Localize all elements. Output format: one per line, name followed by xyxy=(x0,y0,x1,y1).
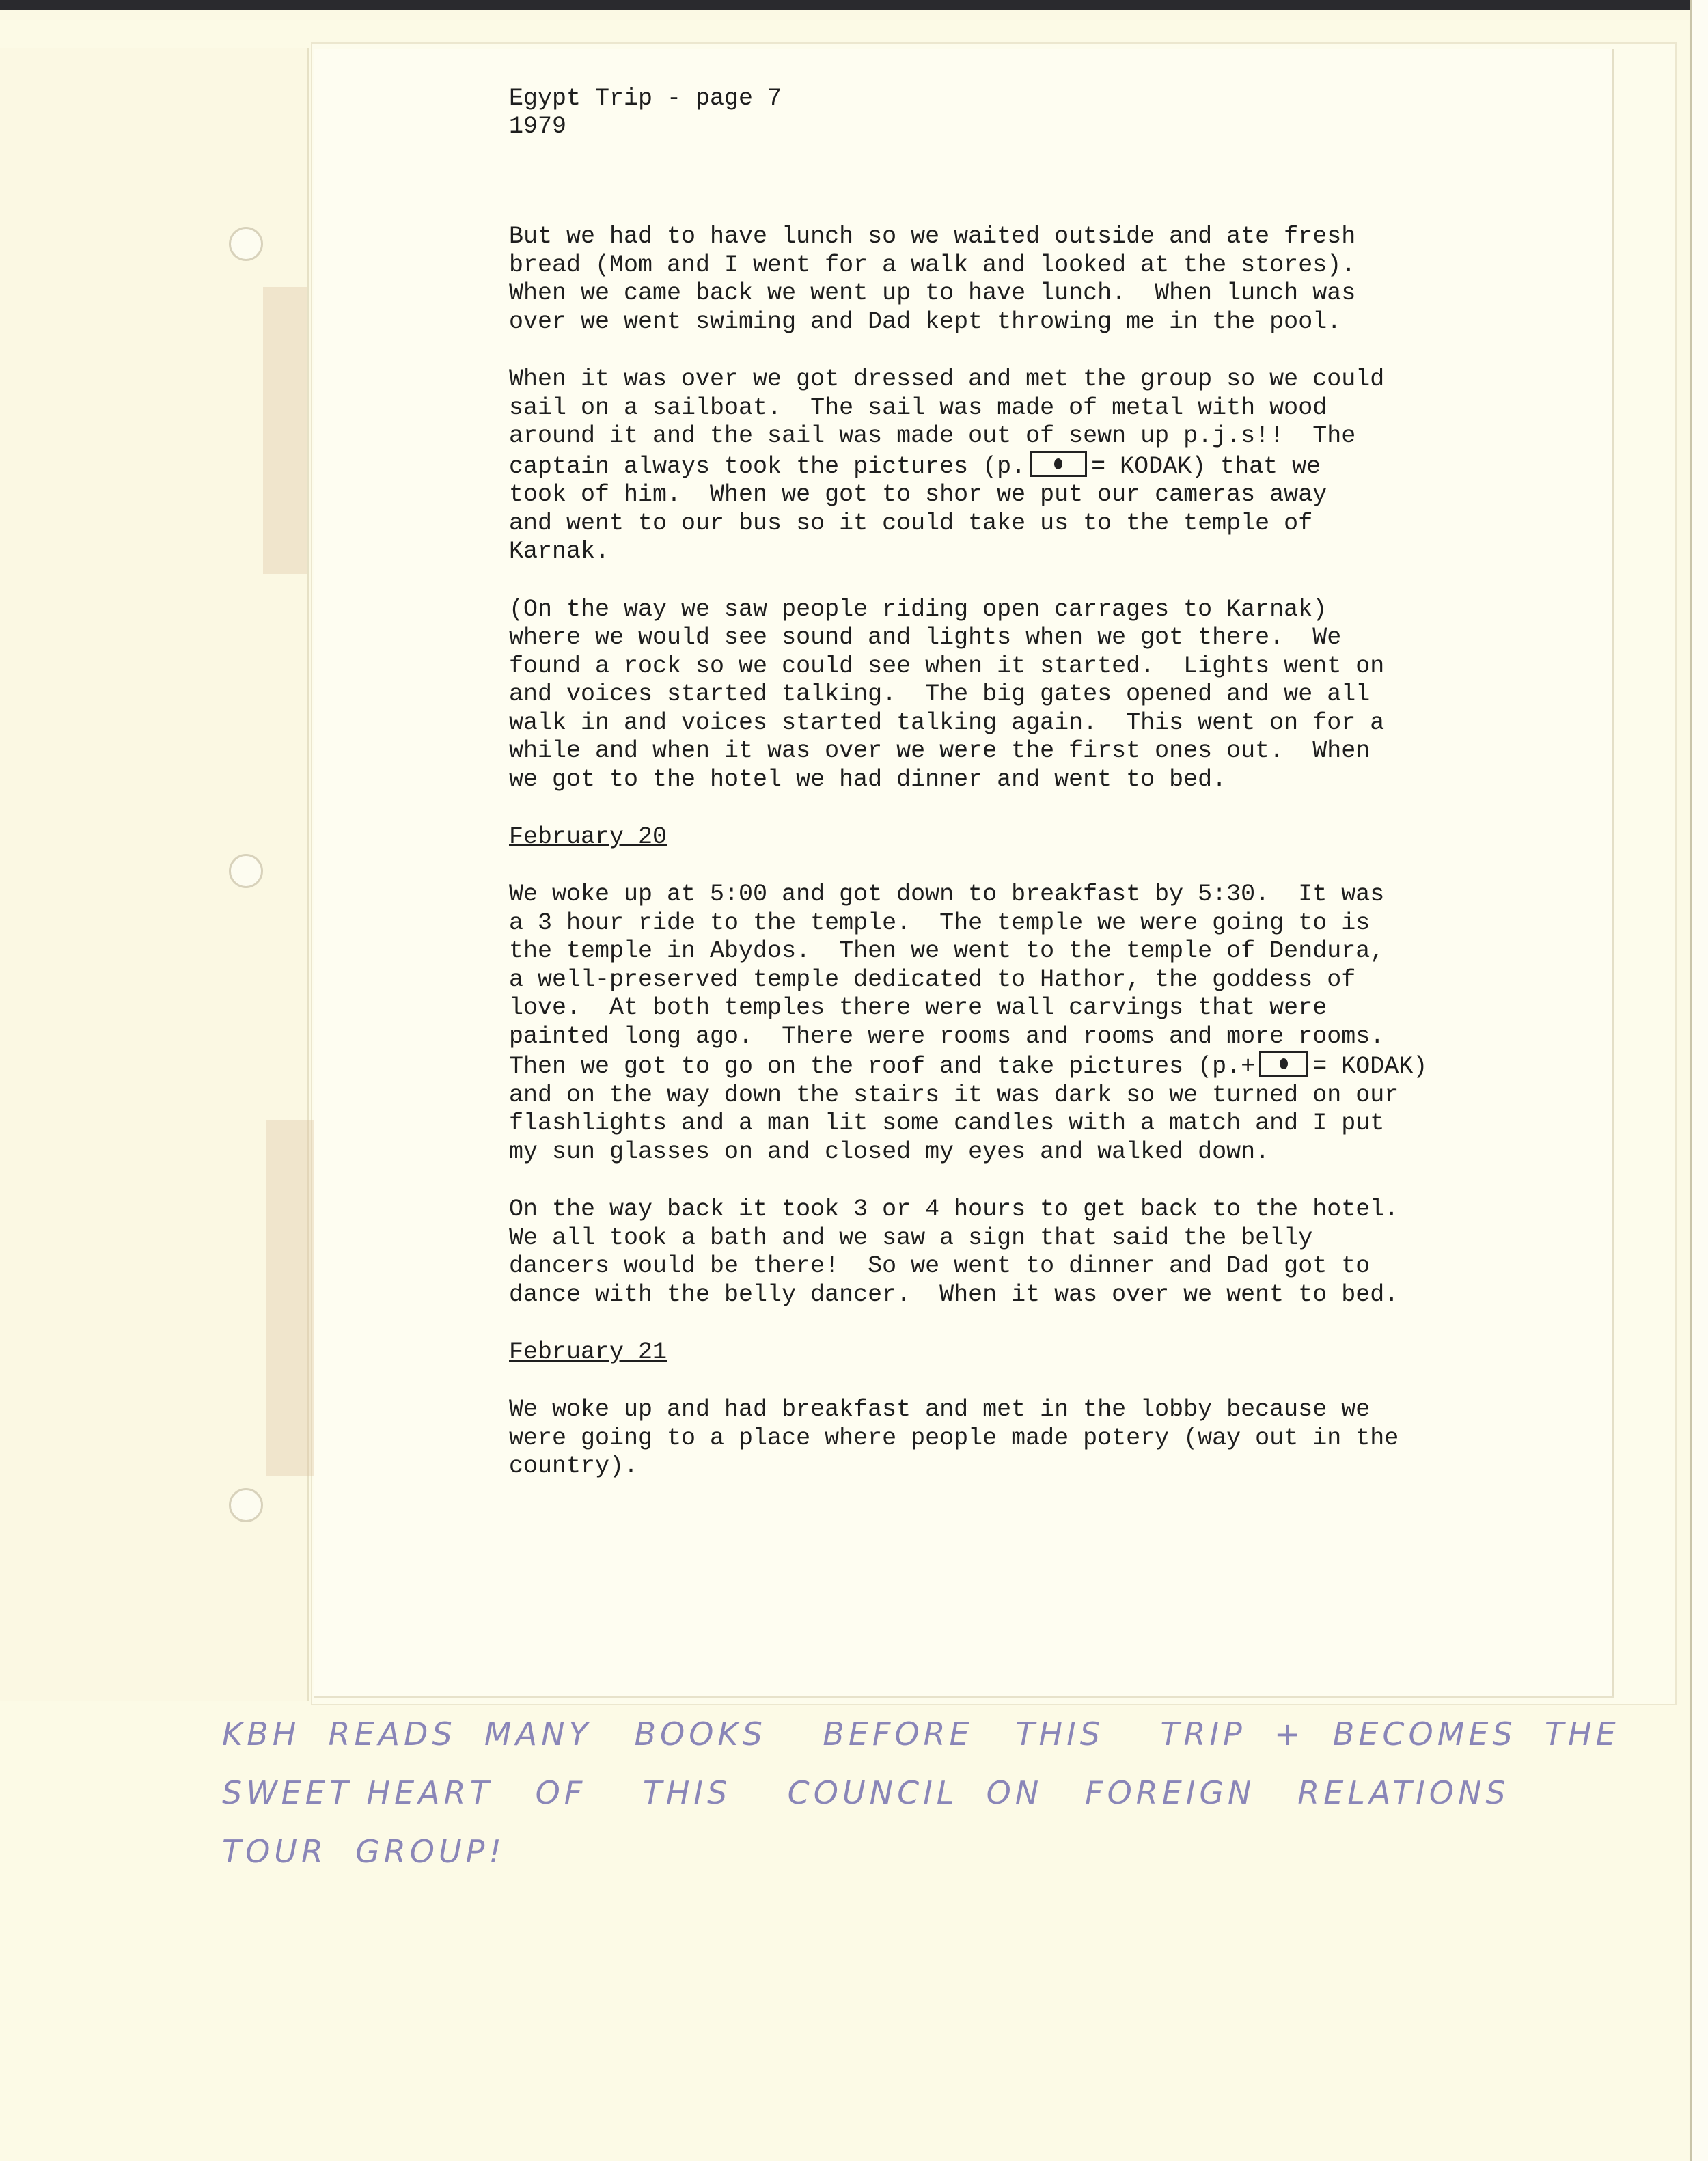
header-title: Egypt Trip - page 7 xyxy=(509,85,782,112)
text-line: a well-preserved temple dedicated to Hathor, the goddess of xyxy=(509,965,1356,993)
handwritten-annotation xyxy=(222,1705,1620,1881)
paragraph-karnak xyxy=(509,596,1479,795)
text-line: walk in and voices started talking again. This went on for a xyxy=(509,708,1385,737)
text-line: We woke up at 5:00 and got down to breakfast by 5:30. It was xyxy=(509,881,1385,908)
text-line: my sun glasses on and closed my eyes and walked down. xyxy=(509,1138,1270,1166)
camera-icon xyxy=(1030,451,1087,477)
date-heading-feb21: February 21 xyxy=(509,1338,667,1366)
text-line: took of him. When we got to shor we put our cameras away xyxy=(509,481,1327,508)
paragraph-sailboat xyxy=(509,366,1479,566)
paragraph-lunch xyxy=(509,223,1479,336)
album-binding-edge xyxy=(1690,0,1708,2161)
paragraph-belly-dancers xyxy=(509,1196,1479,1309)
text-line: the temple in Abydos. Then we went to the temple of Dendura, xyxy=(509,937,1385,965)
text-line: were going to a place where people made potery (way out in the xyxy=(509,1424,1399,1452)
text-line: dancers would be there! So we went to dinner and Dad got to xyxy=(509,1252,1370,1280)
text-line: When it was over we got dressed and met the group so we could xyxy=(509,366,1385,393)
text-line: flashlights and a man lit some candles with a match and I put xyxy=(509,1110,1385,1137)
tape-strip xyxy=(263,287,307,574)
text-line: around it and the sail was made out of sewn up p.j.s!! The xyxy=(509,422,1356,450)
text-line: a 3 hour ride to the temple. The temple we were going to is xyxy=(509,909,1370,937)
text-line-with-camera xyxy=(509,1051,1479,1082)
document-body xyxy=(509,85,1479,1511)
top-dark-edge xyxy=(0,0,1708,10)
text-line: Karnak. xyxy=(509,538,610,565)
text-line: and went to our bus so it could take us to the temple of xyxy=(509,509,1313,537)
text-fragment: Then we got to go on the roof and take pictures (p.+ xyxy=(509,1053,1256,1080)
text-line: We woke up and had breakfast and met in the lobby because we xyxy=(509,1396,1370,1423)
header-year: 1979 xyxy=(509,113,567,140)
text-line: over we went swiming and Dad kept throwing me in the pool. xyxy=(509,307,1342,335)
note-line: SWEET HEART OF THIS COUNCIL ON FOREIGN RELATIONS xyxy=(222,1774,1510,1811)
text-fragment: captain always took the pictures (p. xyxy=(509,452,1026,480)
text-line: When we came back we went up to have lunch. When lunch was xyxy=(509,279,1356,307)
text-line: while and when it was over we were the first ones out. When xyxy=(509,737,1370,765)
punch-hole xyxy=(229,854,263,888)
page-header xyxy=(509,85,1479,141)
text-line: painted long ago. There were rooms and rooms and more rooms. xyxy=(509,1022,1385,1050)
text-fragment: = KODAK) xyxy=(1312,1053,1428,1080)
text-line: dance with the belly dancer. When it was over we went to bed. xyxy=(509,1280,1399,1308)
text-line: sail on a sailboat. The sail was made of metal with wood xyxy=(509,394,1327,422)
punch-hole xyxy=(229,227,263,261)
text-line: and voices started talking. The big gates opened and we all xyxy=(509,680,1370,708)
text-line: and on the way down the stairs it was dark so we turned on our xyxy=(509,1081,1399,1109)
text-line: But we had to have lunch so we waited outside and ate fresh xyxy=(509,223,1356,250)
text-line: (On the way we saw people riding open carrages to Karnak) xyxy=(509,595,1327,623)
text-line: we got to the hotel we had dinner and went to bed. xyxy=(509,765,1227,793)
text-line: love. At both temples there were wall carvings that were xyxy=(509,994,1327,1021)
note-line: TOUR GROUP! xyxy=(222,1833,506,1870)
punch-hole xyxy=(229,1488,263,1522)
text-line: found a rock so we could see when it started. Lights went on xyxy=(509,652,1385,680)
text-line-with-camera xyxy=(509,451,1479,482)
text-line: where we would see sound and lights when we got there. We xyxy=(509,624,1342,651)
text-fragment: = KODAK) that we xyxy=(1091,452,1321,480)
date-heading-feb20: February 20 xyxy=(509,823,667,851)
paragraph-abydos xyxy=(509,881,1479,1166)
text-line: bread (Mom and I went for a walk and looked at the stores). xyxy=(509,251,1356,279)
text-line: country). xyxy=(509,1453,639,1480)
paragraph-pottery xyxy=(509,1396,1479,1481)
camera-icon xyxy=(1259,1051,1308,1077)
note-line: KBH READS MANY BOOKS BEFORE THIS TRIP + BECOMES THE xyxy=(222,1716,1620,1752)
text-line: On the way back it took 3 or 4 hours to get back to the hotel. xyxy=(509,1196,1399,1223)
text-line: We all took a bath and we saw a sign that said the belly xyxy=(509,1224,1313,1252)
